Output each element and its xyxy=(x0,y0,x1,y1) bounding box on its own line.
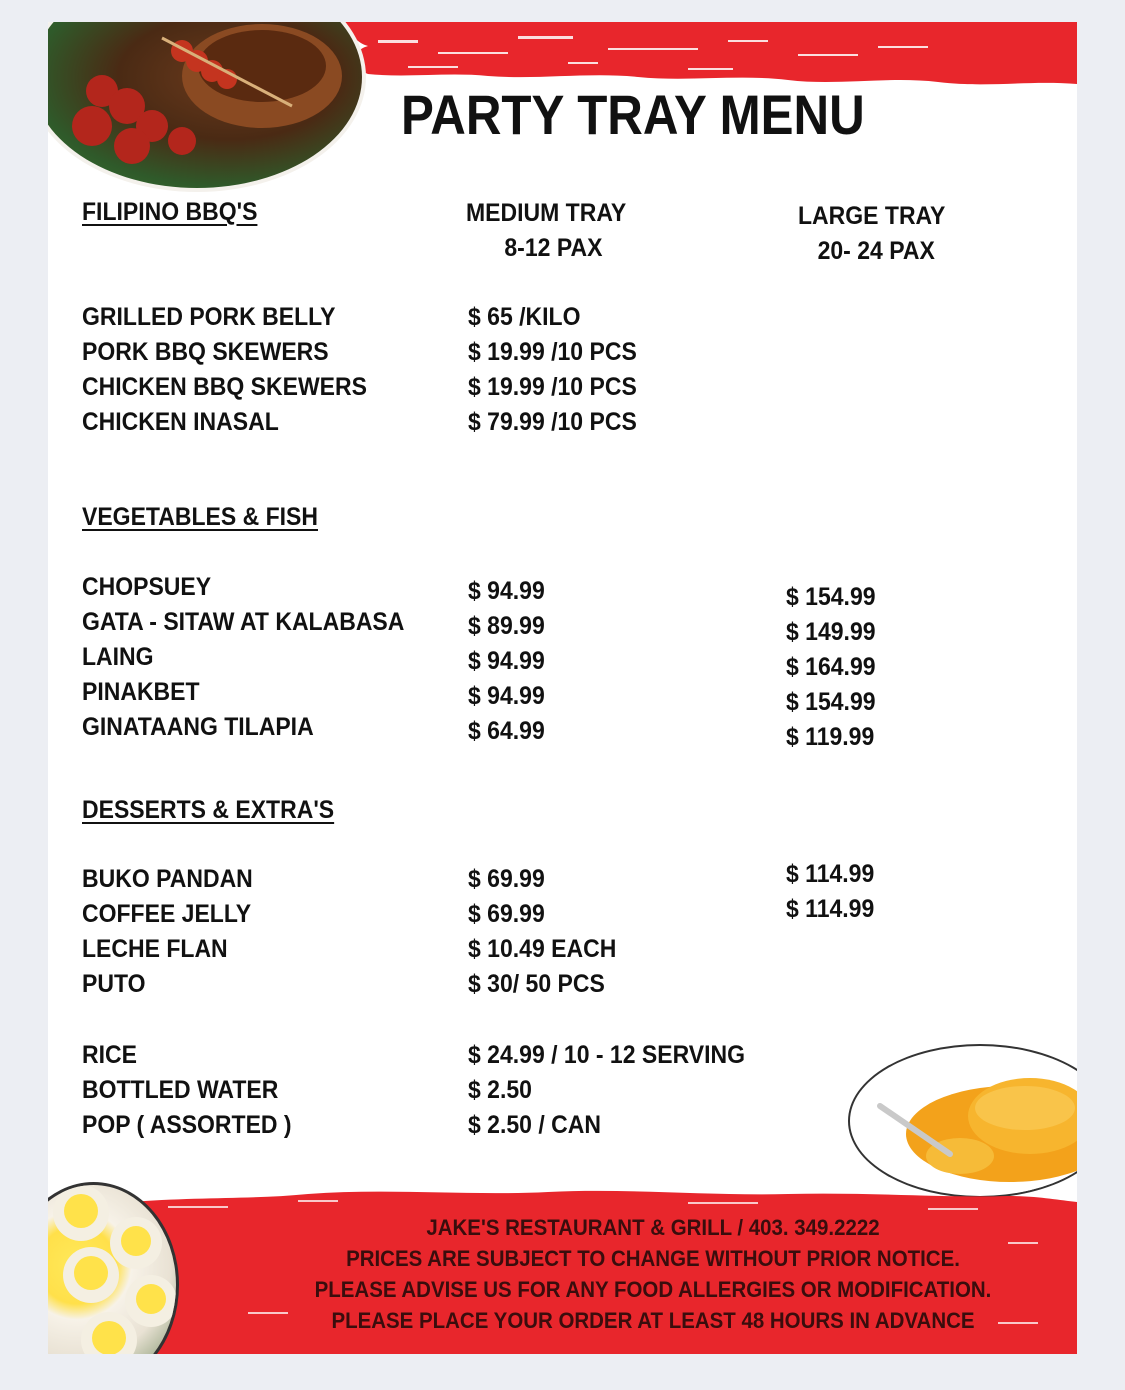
menu-item-medium-price: $ 69.99 xyxy=(468,865,545,893)
section-header-bbq: FILIPINO BBQ'S xyxy=(82,198,258,226)
menu-item-large-price: $ 114.99 xyxy=(786,860,875,888)
menu-item-name: PORK BBQ SKEWERS xyxy=(82,338,329,366)
menu-item-medium-price: $ 94.99 xyxy=(468,647,545,675)
menu-item-large-price: $ 154.99 xyxy=(786,583,876,611)
menu-item-name: GATA - SITAW AT KALABASA xyxy=(82,608,405,636)
menu-item-medium-price: $ 24.99 / 10 - 12 SERVING xyxy=(468,1041,746,1069)
menu-item-name: BOTTLED WATER xyxy=(82,1076,279,1104)
menu-item-name: GRILLED PORK BELLY xyxy=(82,303,336,331)
menu-item-medium-price: $ 2.50 / CAN xyxy=(468,1111,601,1139)
menu-item-name: PINAKBET xyxy=(82,678,200,706)
menu-item-medium-price: $ 19.99 /10 PCS xyxy=(468,373,637,401)
menu-item-medium-price: $ 94.99 xyxy=(468,682,545,710)
footer-restaurant-contact: JAKE'S RESTAURANT & GRILL / 403. 349.2222 xyxy=(426,1215,880,1240)
menu-item-large-price: $ 164.99 xyxy=(786,653,876,681)
leche-flan-image xyxy=(848,1044,1077,1198)
menu-item-large-price: $ 119.99 xyxy=(786,723,875,751)
menu-item-medium-price: $ 89.99 xyxy=(468,612,545,640)
footer-notes xyxy=(309,1212,997,1336)
menu-item-name: RICE xyxy=(82,1041,137,1069)
menu-item-name: GINATAANG TILAPIA xyxy=(82,713,314,741)
menu-item-medium-price: $ 30/ 50 PCS xyxy=(468,970,605,998)
menu-item-name: POP ( ASSORTED ) xyxy=(82,1111,292,1139)
menu-item-name: PUTO xyxy=(82,970,146,998)
menu-item-name: COFFEE JELLY xyxy=(82,900,252,928)
medium-tray-pax: 8-12 PAX xyxy=(504,234,603,262)
menu-item-name: CHICKEN BBQ SKEWERS xyxy=(82,373,367,401)
section-header-vegetables: VEGETABLES & FISH xyxy=(82,503,318,531)
large-tray-header xyxy=(798,199,946,269)
menu-item-medium-price: $ 69.99 xyxy=(468,900,545,928)
menu-item-name: LECHE FLAN xyxy=(82,935,228,963)
footer-order-notice: PLEASE PLACE YOUR ORDER AT LEAST 48 HOURS IN ADVANCE xyxy=(331,1308,975,1333)
large-tray-pax: 20- 24 PAX xyxy=(817,237,935,265)
page-title: PARTY TRAY MENU xyxy=(401,83,865,146)
menu-item-medium-price: $ 2.50 xyxy=(468,1076,532,1104)
menu-item-large-price: $ 149.99 xyxy=(786,618,876,646)
menu-item-medium-price: $ 94.99 xyxy=(468,577,545,605)
menu-item-medium-price: $ 65 /KILO xyxy=(468,303,581,331)
medium-tray-label: MEDIUM TRAY xyxy=(466,199,627,227)
medium-tray-header xyxy=(466,196,627,266)
menu-item-medium-price: $ 64.99 xyxy=(468,717,545,745)
menu-item-medium-price: $ 19.99 /10 PCS xyxy=(468,338,637,366)
menu-item-medium-price: $ 10.49 EACH xyxy=(468,935,617,963)
menu-item-large-price: $ 154.99 xyxy=(786,688,876,716)
footer-price-notice: PRICES ARE SUBJECT TO CHANGE WITHOUT PRIOR NOTICE. xyxy=(346,1246,960,1271)
large-tray-label: LARGE TRAY xyxy=(798,202,946,230)
menu-item-name: LAING xyxy=(82,643,154,671)
section-header-desserts: DESSERTS & EXTRA'S xyxy=(82,796,335,824)
menu-item-name: CHICKEN INASAL xyxy=(82,408,279,436)
menu-item-large-price: $ 114.99 xyxy=(786,895,875,923)
footer-allergy-notice: PLEASE ADVISE US FOR ANY FOOD ALLERGIES OR MODIFICATION. xyxy=(314,1277,992,1302)
menu-page xyxy=(48,22,1077,1354)
menu-item-medium-price: $ 79.99 /10 PCS xyxy=(468,408,637,436)
menu-item-name: BUKO PANDAN xyxy=(82,865,253,893)
menu-item-name: CHOPSUEY xyxy=(82,573,212,601)
